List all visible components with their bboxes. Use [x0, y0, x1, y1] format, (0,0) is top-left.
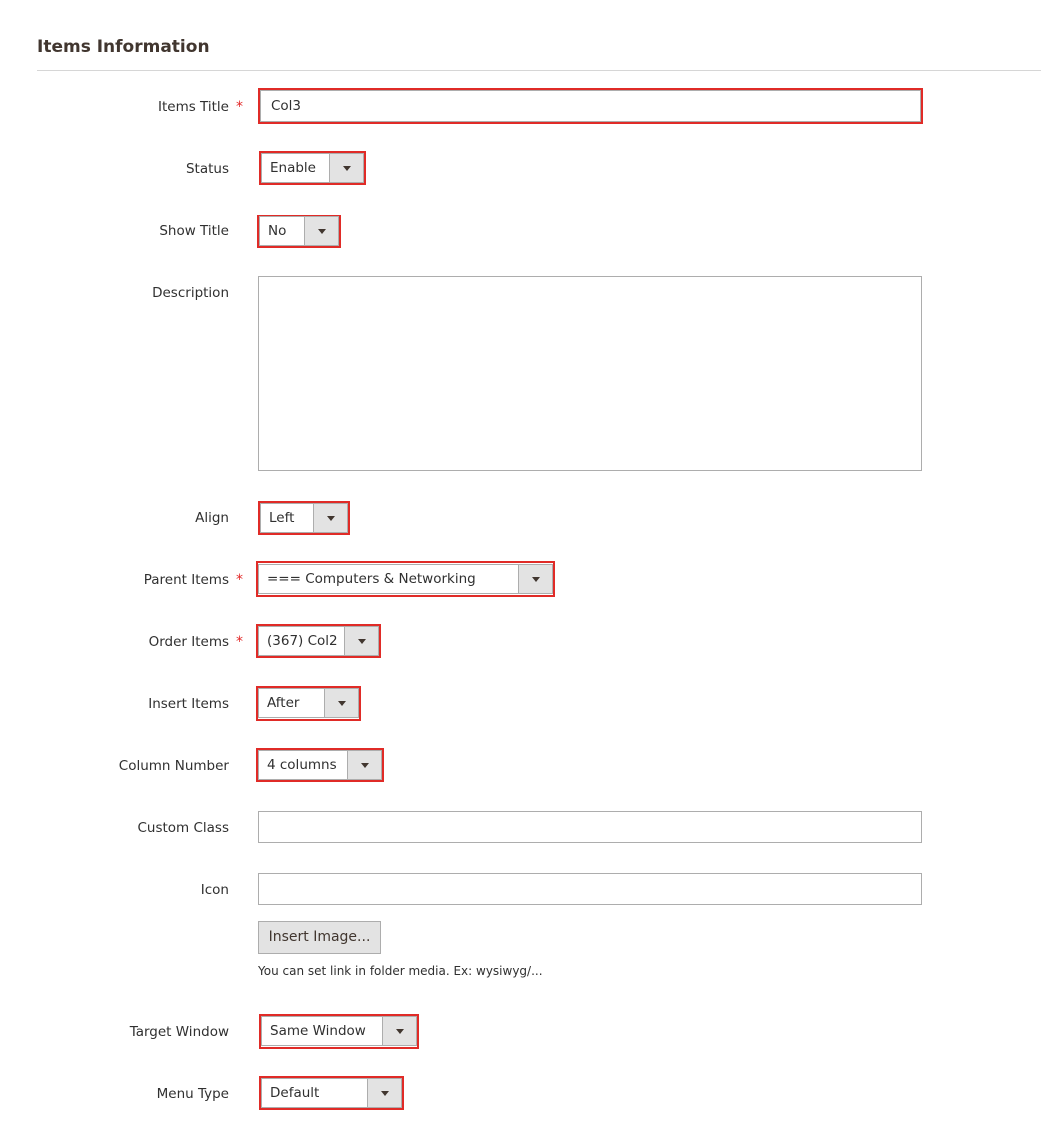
align-select[interactable] [260, 503, 348, 533]
status-value: Enable [270, 160, 316, 176]
chevron-down-icon [344, 627, 378, 655]
status-select[interactable] [261, 153, 364, 183]
items-title-input[interactable]: Col3 [260, 90, 921, 122]
show-title-label: Show Title [159, 223, 229, 239]
parent-items-select[interactable] [258, 564, 553, 594]
column-number-select[interactable] [258, 750, 382, 780]
show-title-value: No [268, 223, 287, 239]
insert-items-value: After [267, 695, 300, 711]
order-items-select[interactable] [258, 626, 379, 656]
description-textarea[interactable] [258, 276, 922, 471]
order-items-required-mark: * [236, 634, 243, 650]
insert-image-button[interactable]: Insert Image... [258, 921, 381, 954]
insert-items-select[interactable] [258, 688, 359, 718]
chevron-down-icon [304, 217, 338, 245]
order-items-value: (367) Col2 [267, 633, 338, 649]
menu-type-value: Default [270, 1085, 320, 1101]
custom-class-input[interactable] [258, 811, 922, 843]
parent-items-value: === Computers & Networking [267, 571, 476, 587]
chevron-down-icon [347, 751, 381, 779]
align-value: Left [269, 510, 295, 526]
show-title-select[interactable] [259, 216, 339, 246]
section-title: Items Information [37, 37, 210, 57]
icon-note: You can set link in folder media. Ex: wysiwyg/... [258, 964, 543, 978]
order-items-label: Order Items [148, 634, 229, 650]
chevron-down-icon [329, 154, 363, 182]
chevron-down-icon [324, 689, 358, 717]
column-number-label: Column Number [118, 758, 229, 774]
items-title-required-mark: * [236, 99, 243, 115]
section-divider [37, 70, 1041, 71]
status-label: Status [185, 161, 229, 177]
description-label: Description [152, 285, 229, 301]
align-label: Align [195, 510, 229, 526]
parent-items-label: Parent Items [143, 572, 229, 588]
chevron-down-icon [518, 565, 552, 593]
icon-label: Icon [200, 882, 229, 898]
chevron-down-icon [367, 1079, 401, 1107]
target-window-label: Target Window [129, 1024, 229, 1040]
target-window-select[interactable] [261, 1016, 417, 1046]
menu-type-label: Menu Type [156, 1086, 229, 1102]
target-window-value: Same Window [270, 1023, 366, 1039]
icon-input[interactable] [258, 873, 922, 905]
column-number-value: 4 columns [267, 757, 337, 773]
insert-items-label: Insert Items [148, 696, 229, 712]
items-title-label: Items Title [158, 99, 229, 115]
chevron-down-icon [313, 504, 347, 532]
parent-items-required-mark: * [236, 572, 243, 588]
chevron-down-icon [382, 1017, 416, 1045]
custom-class-label: Custom Class [137, 820, 229, 836]
menu-type-select[interactable] [261, 1078, 402, 1108]
